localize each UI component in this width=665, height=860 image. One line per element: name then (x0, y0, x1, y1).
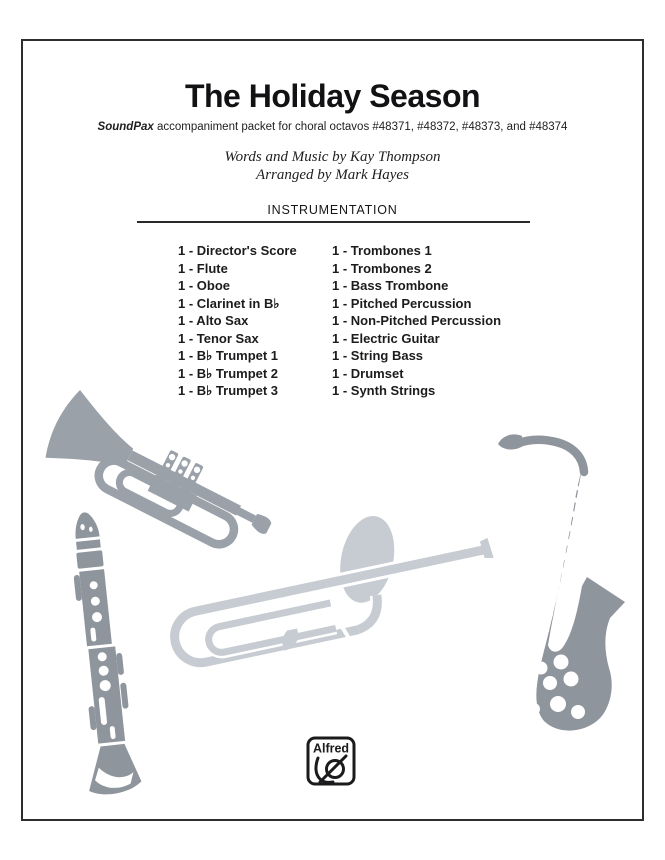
list-item: 1 - String Bass (332, 348, 424, 363)
instrumentation-rule (137, 221, 530, 223)
credit-arranger: Arranged by Mark Hayes (256, 167, 409, 183)
list-item: 1 - Electric Guitar (332, 330, 440, 346)
list-item: 1 - B♭ Trumpet 2 (178, 365, 279, 381)
subtitle-text: accompaniment packet for choral octavos #48371, #48372, #48373, and #48374 (153, 121, 568, 133)
list-item: 1 - Clarinet in B♭ (178, 295, 280, 311)
subtitle (0, 121, 665, 133)
list-item: 1 - Oboe (178, 278, 231, 293)
alfred-logo-text: Alfred (312, 741, 350, 756)
list-item: 1 - Pitched Percussion (332, 295, 472, 311)
alfred-logo (306, 736, 356, 786)
soundpax-brand: SoundPax (97, 121, 154, 133)
clarinet-illustration (35, 505, 165, 805)
list-item: 1 - B♭ Trumpet 3 (178, 383, 279, 398)
list-item: 1 - B♭ Trumpet 1 (178, 348, 279, 363)
list-item: 1 - Trombones 1 (332, 243, 432, 258)
instrumentation-column-right (332, 242, 542, 400)
list-item: 1 - Director's Score (178, 243, 297, 258)
list-item: 1 - Alto Sax (178, 313, 249, 328)
list-item: 1 - Flute (178, 260, 228, 276)
list-item: 1 - Tenor Sax (178, 330, 259, 346)
list-item: 1 - Synth Strings (332, 383, 436, 398)
instrumentation-heading: INSTRUMENTATION (267, 203, 398, 217)
page-title: The Holiday Season (184, 78, 481, 114)
credit-words-music: Words and Music by Kay Thompson (224, 149, 441, 165)
trombone-illustration (148, 485, 508, 685)
list-item: 1 - Trombones 2 (332, 260, 432, 276)
list-item: 1 - Drumset (332, 365, 404, 381)
saxophone-illustration (468, 418, 665, 753)
list-item: 1 - Non-Pitched Percussion (332, 313, 502, 328)
instrumentation-column-left (178, 242, 328, 400)
list-item: 1 - Bass Trombone (332, 278, 449, 293)
